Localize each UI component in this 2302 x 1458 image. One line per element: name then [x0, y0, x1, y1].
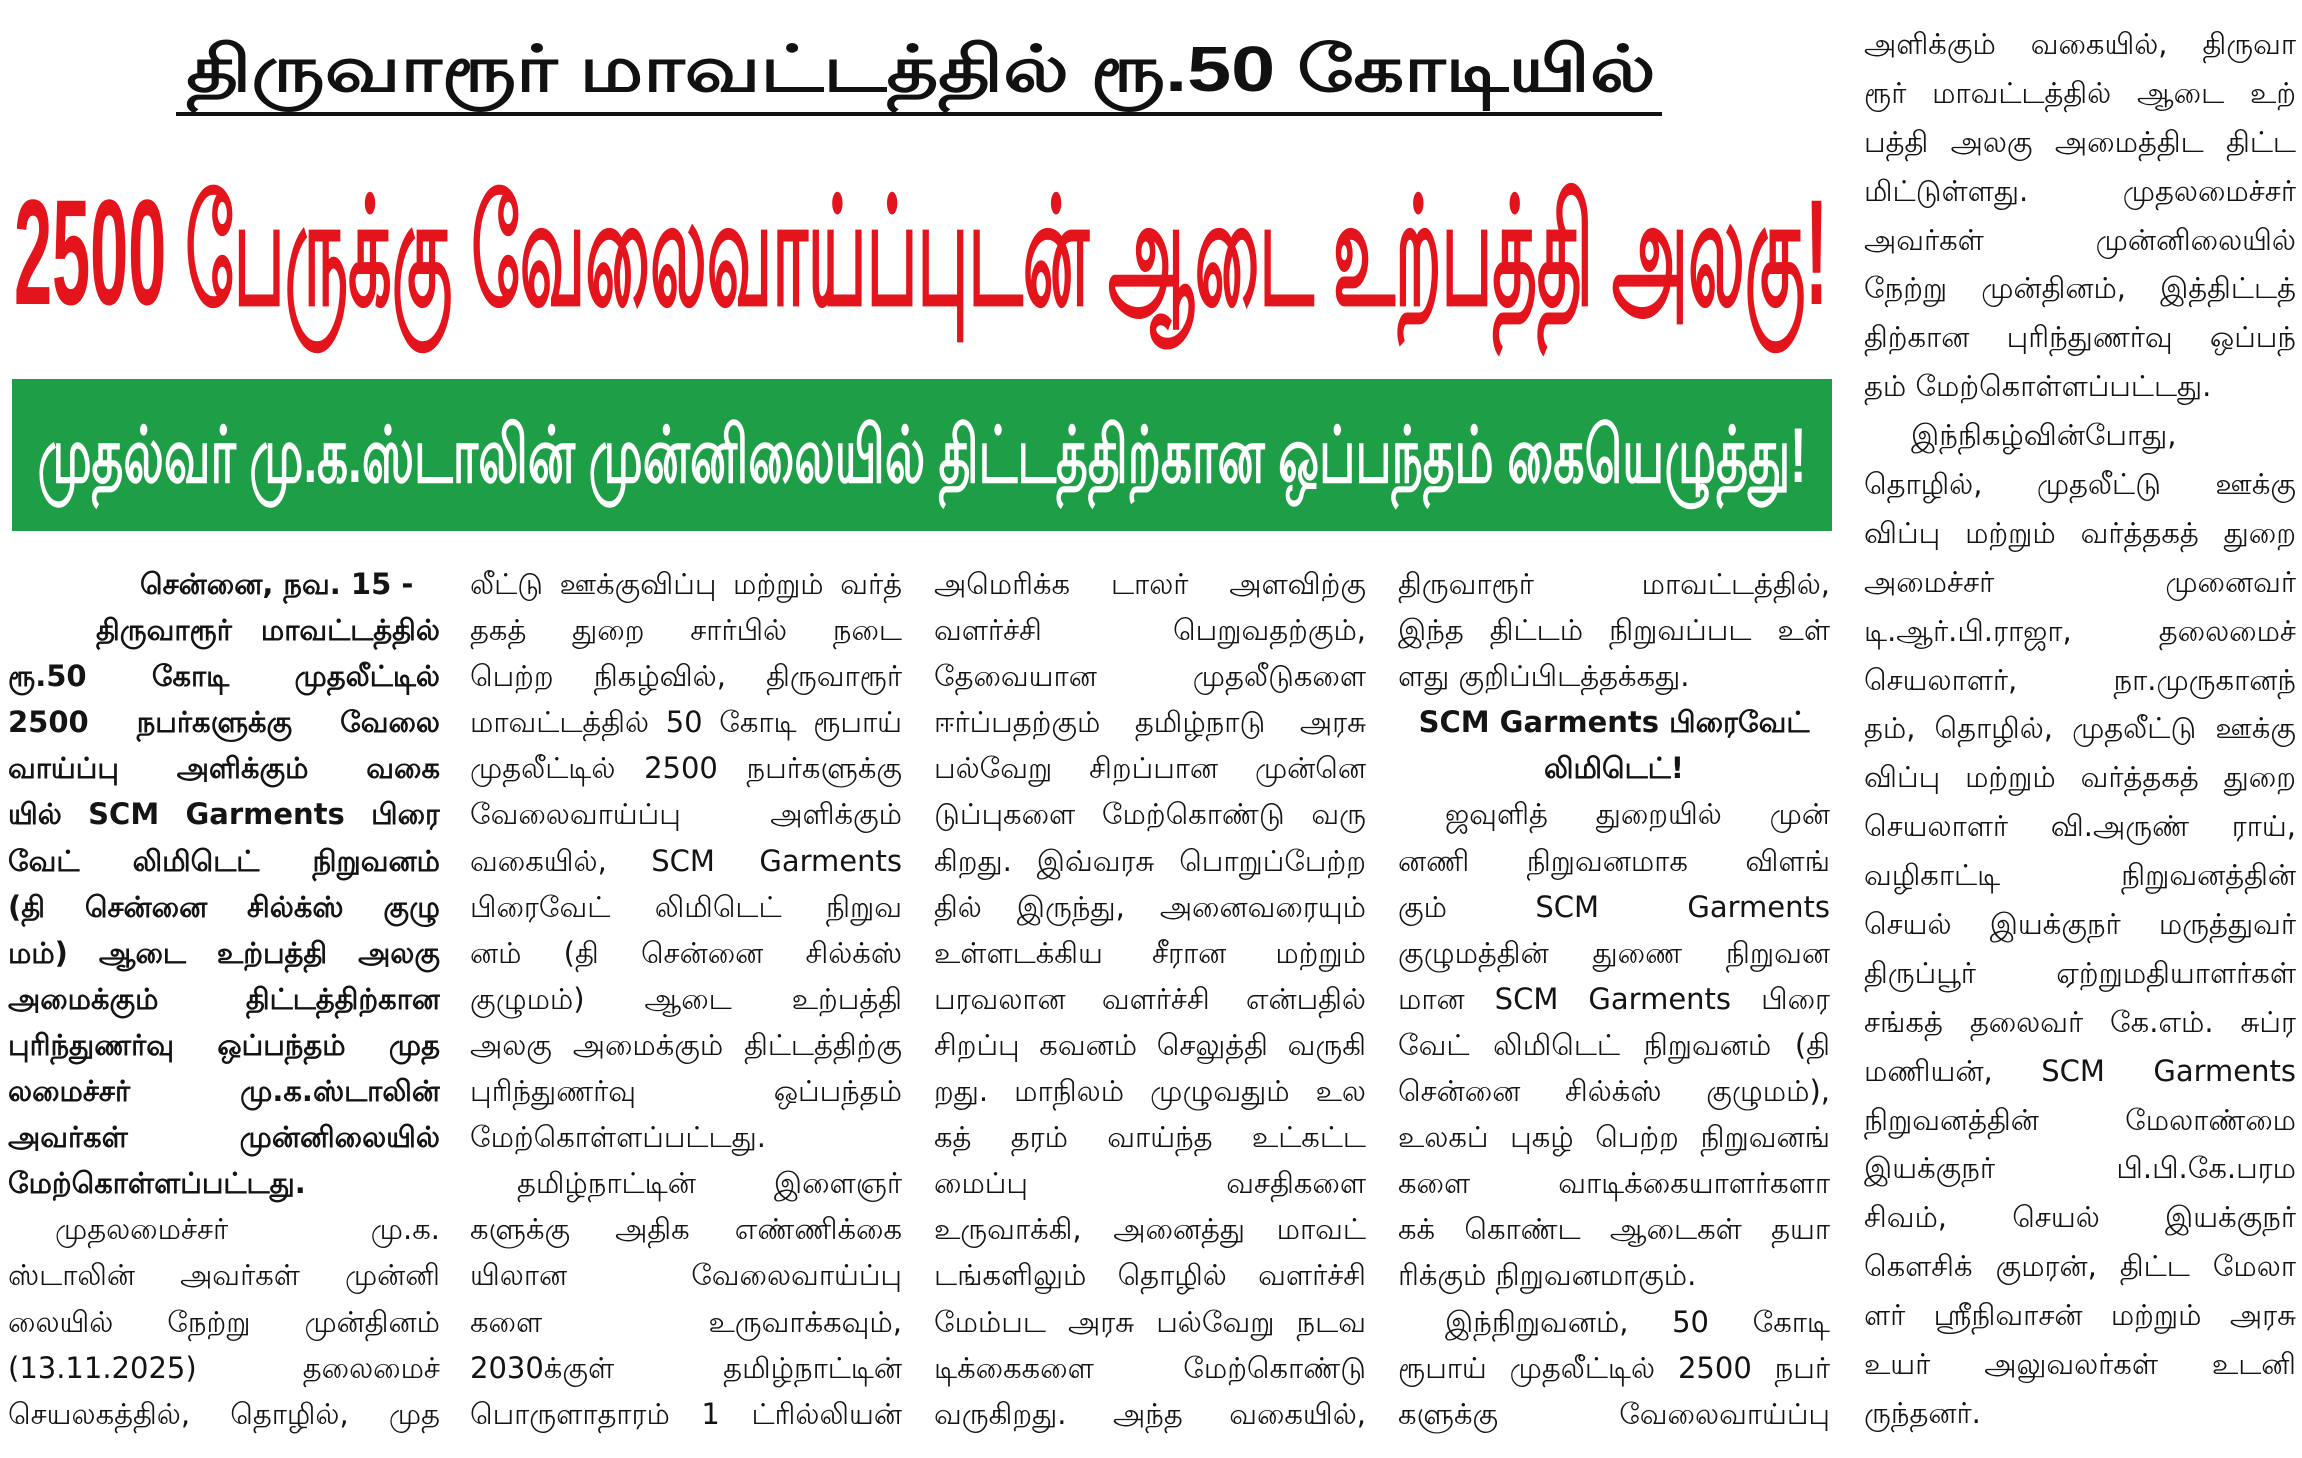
text-line: ரூர் மாவட்டத்தில் ஆடை உற் — [1864, 75, 2296, 110]
text-line: முதலீட்டில் 2500 நபர்களுக்கு — [470, 751, 902, 786]
text-line: ஜவுளித் துறையில் முன் — [1445, 797, 1830, 832]
deck-banner — [12, 379, 1832, 531]
article-column-4 — [1398, 561, 1830, 1441]
text-line: சங்கத் தலைவர் கே.எம். சுப்ர — [1864, 1004, 2296, 1039]
text-line: ஈர்ப்பதற்கும் தமிழ்நாடு அரசு — [934, 705, 1366, 740]
text-line: பொருளாதாரம் 1 ட்ரில்லியன் — [470, 1396, 902, 1431]
text-line: மேற்கொள்ளப்பட்டது. — [8, 1166, 306, 1201]
text-line: லமைச்சர் மு.க.ஸ்டாலின் — [8, 1074, 440, 1109]
text-line: அவர்கள் முன்னிலையில் — [8, 1120, 440, 1155]
main-headline-box — [8, 160, 1833, 344]
text-line: கிறது. இவ்வரசு பொறுப்பேற்ற — [934, 843, 1366, 878]
subheading-line: SCM Garments பிரைவேட் — [1418, 705, 1810, 740]
text-line: கௌசிக் குமரன், திட்ட மேலா — [1864, 1249, 2296, 1284]
text-line: வழிகாட்டி நிறுவனத்தின் — [1864, 858, 2296, 893]
text-line: ஸ்டாலின் அவர்கள் முன்னி — [8, 1258, 440, 1293]
text-line: யிலான வேலைவாய்ப்பு — [470, 1258, 902, 1293]
text-line: தகத் துறை சார்பில் நடை — [470, 613, 902, 648]
text-line: னம் (தி சென்னை சில்க்ஸ் — [470, 935, 902, 970]
text-line: ருந்தனர். — [1864, 1395, 1981, 1430]
article-paragraph — [1398, 791, 1830, 1298]
text-line: உயர் அலுவலர்கள் உடனி — [1864, 1347, 2296, 1382]
text-line: வேலைவாய்ப்பு அளிக்கும் — [470, 797, 902, 832]
text-line: திருவாரூர் மாவட்டத்தில், — [1398, 567, 1830, 601]
subheading — [1398, 699, 1830, 791]
deck-text-box — [12, 379, 1832, 531]
text-line: அவர்கள் முன்னிலையில் — [1864, 222, 2296, 257]
text-line: வேட் லிமிடெட் நிறுவனம் — [8, 843, 440, 878]
text-line: வருகிறது. அந்த வகையில், — [934, 1396, 1366, 1431]
text-line: திருவாரூர் மாவட்டத்தில் — [96, 613, 440, 648]
text-line: புரிந்துணர்வு ஒப்பந்தம் — [470, 1074, 902, 1109]
text-line: விப்பு மற்றும் வர்த்தகத் துறை — [1864, 760, 2296, 795]
text-line: செயலாளர், நா.முருகானந் — [1864, 662, 2296, 697]
text-line: கத் தரம் வாய்ந்த உட்கட்ட — [934, 1120, 1366, 1155]
text-line: அலகு அமைக்கும் திட்டத்திற்கு — [470, 1027, 902, 1062]
article-paragraph — [1864, 411, 2296, 1438]
text-line: டி.ஆர்.பி.ராஜா, தலைமைச் — [1864, 613, 2296, 648]
text-line: லீட்டு ஊக்குவிப்பு மற்றும் வர்த் — [470, 567, 902, 601]
text-line: வளர்ச்சி பெறுவதற்கும், — [934, 613, 1366, 648]
text-line: அமைச்சர் முனைவர் — [1864, 564, 2296, 599]
text-line: தேவையான முதலீடுகளை — [934, 659, 1366, 694]
text-line: இந்நிறுவனம், 50 கோடி — [1445, 1304, 1830, 1339]
text-line: மைப்பு வசதிகளை — [934, 1166, 1366, 1201]
article-column-3 — [934, 561, 1366, 1441]
kicker-headline: திருவாரூர் மாவட்டத்தில் ரூ.50 கோடியில் — [185, 33, 1656, 105]
text-line: மாவட்டத்தில் 50 கோடி ரூபாய் — [470, 705, 902, 740]
subheading-line: லிமிடெட்! — [1543, 751, 1685, 786]
text-line: உலகப் புகழ் பெற்ற நிறுவனங் — [1398, 1120, 1830, 1155]
article-column-5 — [1864, 20, 2296, 1450]
text-line: செயலகத்தில், தொழில், முத — [8, 1396, 440, 1431]
text-line: லையில் நேற்று முன்தினம் — [8, 1304, 440, 1339]
text-line: ளது குறிப்பிடத்தக்கது. — [1398, 659, 1690, 694]
article-column-2 — [470, 561, 902, 1441]
text-line: ரிக்கும் நிறுவனமாகும். — [1398, 1258, 1697, 1293]
text-line: டிக்கைகளை மேற்கொண்டு — [934, 1350, 1366, 1385]
text-line: ரூபாய் முதலீட்டில் 2500 நபர் — [1398, 1350, 1830, 1385]
text-line: சென்னை சில்க்ஸ் குழுமம்), — [1398, 1074, 1830, 1109]
text-line: குழுமத்தின் துணை நிறுவன — [1398, 935, 1830, 970]
text-line: செயலாளர் வி.அருண் ராய், — [1864, 809, 2296, 844]
text-line: யில் SCM Garments பிரை — [8, 797, 440, 832]
text-line: கும் SCM Garments — [1398, 889, 1830, 924]
text-line: 2030க்குள் தமிழ்நாட்டின் — [470, 1350, 902, 1385]
text-line: வேட் லிமிடெட் நிறுவனம் (தி — [1398, 1027, 1830, 1062]
kicker-headline-box — [8, 25, 1833, 113]
text-line: (13.11.2025) தலைமைச் — [8, 1350, 440, 1385]
text-line: மான SCM Garments பிரை — [1398, 981, 1830, 1016]
text-line: அளிக்கும் வகையில், திருவா — [1864, 27, 2296, 61]
text-line: மேம்பட அரசு பல்வேறு நடவ — [934, 1304, 1366, 1339]
text-line: இந்த திட்டம் நிறுவப்பட உள் — [1398, 613, 1830, 648]
text-line: உருவாக்கி, அனைத்து மாவட் — [934, 1212, 1366, 1247]
text-line: டுப்புகளை மேற்கொண்டு வரு — [934, 797, 1366, 832]
article-paragraph — [1398, 1299, 1830, 1437]
text-line: சிவம், செயல் இயக்குநர் — [1864, 1200, 2296, 1235]
text-line: ளர் ஸ்ரீநிவாசன் மற்றும் அரசு — [1864, 1298, 2296, 1333]
text-line: உள்ளடக்கிய சீரான மற்றும் — [934, 935, 1366, 970]
text-line: மிட்டுள்ளது. முதலமைச்சர் — [1864, 173, 2296, 208]
text-line: அமெரிக்க டாலர் அளவிற்கு — [934, 567, 1366, 601]
text-line: புரிந்துணர்வு ஒப்பந்தம் முத — [8, 1027, 440, 1062]
text-line: களுக்கு வேலைவாய்ப்பு — [1398, 1396, 1830, 1431]
article-paragraph — [1864, 20, 2296, 411]
text-line: நேற்று முன்தினம், இத்திட்டத் — [1864, 271, 2296, 306]
article-paragraph — [470, 561, 902, 1160]
text-line: அமைக்கும் திட்டத்திற்கான — [8, 981, 440, 1016]
text-line: சிறப்பு கவனம் செலுத்தி வருகி — [934, 1027, 1366, 1062]
text-line: களை உருவாக்கவும், — [470, 1304, 902, 1339]
text-line: இந்நிகழ்வின்போது, — [1911, 418, 2177, 453]
article-paragraph — [470, 1160, 902, 1437]
text-line: களை வாடிக்கையாளர்களா — [1398, 1166, 1830, 1201]
article-paragraph — [8, 1206, 440, 1436]
text-line: கக் கொண்ட ஆடைகள் தயா — [1398, 1212, 1830, 1247]
dateline: சென்னை, நவ. 15 - — [140, 567, 414, 601]
text-line: களுக்கு அதிக எண்ணிக்கை — [470, 1212, 902, 1247]
text-line: தமிழ்நாட்டின் இளைஞர் — [517, 1166, 902, 1201]
text-line: னணி நிறுவனமாக விளங் — [1398, 843, 1830, 878]
text-line: திருப்பூர் ஏற்றுமதியாளர்கள் — [1864, 955, 2296, 990]
text-line: செயல் இயக்குநர் மருத்துவர் — [1864, 907, 2296, 942]
text-line: றது. மாநிலம் முழுவதும் உல — [934, 1074, 1366, 1109]
text-line: தம், தொழில், முதலீட்டு ஊக்கு — [1864, 711, 2296, 746]
text-line: வகையில், SCM Garments — [470, 843, 902, 878]
article-column-1 — [8, 561, 440, 1441]
main-headline: 2500 பேருக்கு வேலைவாய்ப்புடன் ஆடை உற்பத்தி அலகு! — [13, 168, 1828, 336]
text-line: பெற்ற நிகழ்வில், திருவாரூர் — [470, 659, 902, 694]
text-line: இயக்குநர் பி.பி.கே.பரம — [1864, 1151, 2296, 1186]
deck-text: முதல்வர் மு.க.ஸ்டாலின் முன்னிலையில் திட்டத்திற்கான ஒப்பந்தம் கையெழுத்து! — [37, 411, 1807, 499]
text-line: தில் இருந்து, அனைவரையும் — [934, 889, 1366, 924]
kicker-underline — [176, 112, 1662, 116]
text-line: தம் மேற்கொள்ளப்பட்டது. — [1864, 369, 2212, 404]
text-line: பிரைவேட் லிமிடெட் நிறுவ — [470, 889, 902, 924]
dateline — [8, 561, 440, 607]
text-line: நிறுவனத்தின் மேலாண்மை — [1864, 1102, 2296, 1137]
text-line: பரவலான வளர்ச்சி என்பதில் — [934, 981, 1366, 1016]
text-line: (தி சென்னை சில்க்ஸ் குழு — [8, 889, 440, 924]
article-paragraph — [1398, 561, 1830, 699]
text-line: பல்வேறு சிறப்பான முன்னெ — [934, 751, 1366, 786]
article-paragraph — [934, 561, 1366, 1437]
text-line: வாய்ப்பு அளிக்கும் வகை — [8, 751, 440, 786]
text-line: தொழில், முதலீட்டு ஊக்கு — [1864, 467, 2296, 502]
lead — [8, 607, 440, 1206]
text-line: மம்) ஆடை உற்பத்தி அலகு — [8, 935, 440, 970]
text-line: முதலமைச்சர் மு.க. — [55, 1212, 440, 1247]
text-line: மணியன், SCM Garments — [1864, 1053, 2296, 1088]
text-line: 2500 நபர்களுக்கு வேலை — [8, 705, 440, 740]
text-line: மேற்கொள்ளப்பட்டது. — [470, 1120, 766, 1155]
text-line: டங்களிலும் தொழில் வளர்ச்சி — [934, 1258, 1366, 1293]
text-line: திற்கான புரிந்துணர்வு ஒப்பந் — [1864, 320, 2296, 355]
text-line: ரூ.50 கோடி முதலீட்டில் — [8, 659, 440, 694]
text-line: விப்பு மற்றும் வர்த்தகத் துறை — [1864, 515, 2296, 550]
text-line: குழுமம்) ஆடை உற்பத்தி — [470, 981, 902, 1016]
text-line: பத்தி அலகு அமைத்திட திட்ட — [1864, 124, 2296, 159]
